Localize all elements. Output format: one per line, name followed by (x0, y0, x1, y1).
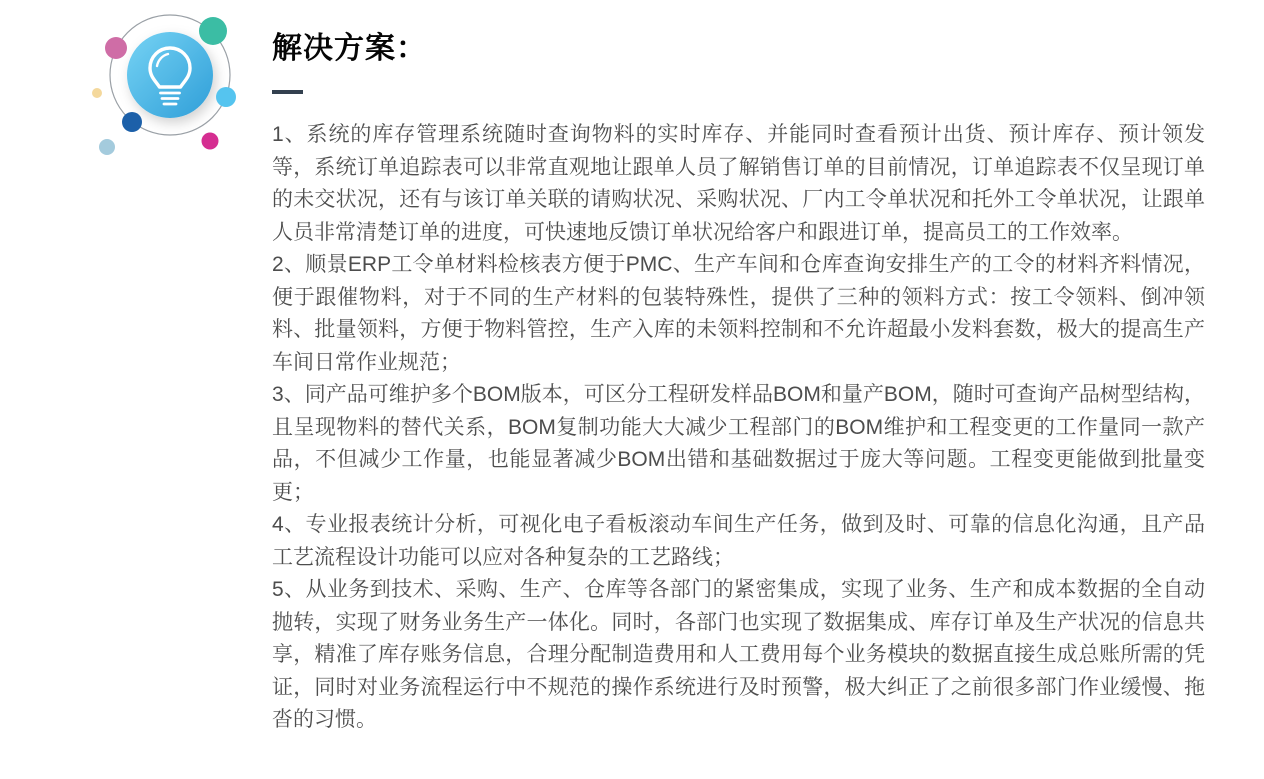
solution-item-1: 1、系统的库存管理系统随时查询物料的实时库存、并能同时查看预计出货、预计库存、预计领发等，系统订单追踪表可以非常直观地让跟单人员了解销售订单的目前情况，订单追踪表不仅呈现订单的未交状况，还有与该订单关联的请购状况、采购状况、厂内工令单状况和托外工令单状况，让跟单人员非常清楚订单的进度，可快速地反馈订单状况给客户和跟进订单，提高员工的工作效率。 (272, 123, 1205, 244)
lightbulb-icon (85, 5, 255, 175)
pale-blue-dot (99, 139, 115, 155)
solution-item-5: 5、从业务到技术、采购、生产、仓库等各部门的紧密集成，实现了业务、生产和成本数据的全自动抛转，实现了财务业务生产一体化。同时，各部门也实现了数据集成、库存订单及生产状况的信息共享，精准了库存账务信息，合理分配制造费用和人工费用每个业务模块的数据直接生成总账所需的凭证，同时对业务流程运行中不规范的操作系统进行及时预警，极大纠正了之前很多部门作业缓慢、拖沓的习惯。 (272, 578, 1205, 731)
cream-dot (92, 88, 102, 98)
solution-item-2: 2、顺景ERP工令单材料检核表方便于PMC、生产车间和仓库查询安排生产的工令的材料齐料情况，便于跟催物料，对于不同的生产材料的包装特殊性，提供了三种的领料方式：按工令领料、倒冲领料、批量领料，方便于物料管控，生产入库的未领料控制和不允许超最小发料套数，极大的提高生产车间日常作业规范； (272, 253, 1205, 374)
magenta-dot (202, 133, 219, 150)
lightbulb-badge (85, 5, 255, 175)
title-underline (272, 90, 303, 94)
content-area (272, 0, 1205, 737)
section-title: 解决方案： (272, 32, 427, 65)
solution-list (272, 119, 1205, 737)
solution-item-3: 3、同产品可维护多个BOM版本，可区分工程研发样品BOM和量产BOM，随时可查询产品树型结构，且呈现物料的替代关系，BOM复制功能大大减少工程部门的BOM维护和工程变更的工作量同一款产品，不但减少工作量，也能显著减少BOM出错和基础数据过于庞大等问题。工程变更能做到批量变更； (272, 383, 1205, 504)
solution-item-4: 4、专业报表统计分析，可视化电子看板滚动车间生产任务，做到及时、可靠的信息化沟通，且产品工艺流程设计功能可以应对各种复杂的工艺路线； (272, 513, 1205, 569)
navy-dot (122, 112, 142, 132)
teal-dot (199, 17, 227, 45)
sky-dot (216, 87, 236, 107)
pink-dot (105, 37, 127, 59)
